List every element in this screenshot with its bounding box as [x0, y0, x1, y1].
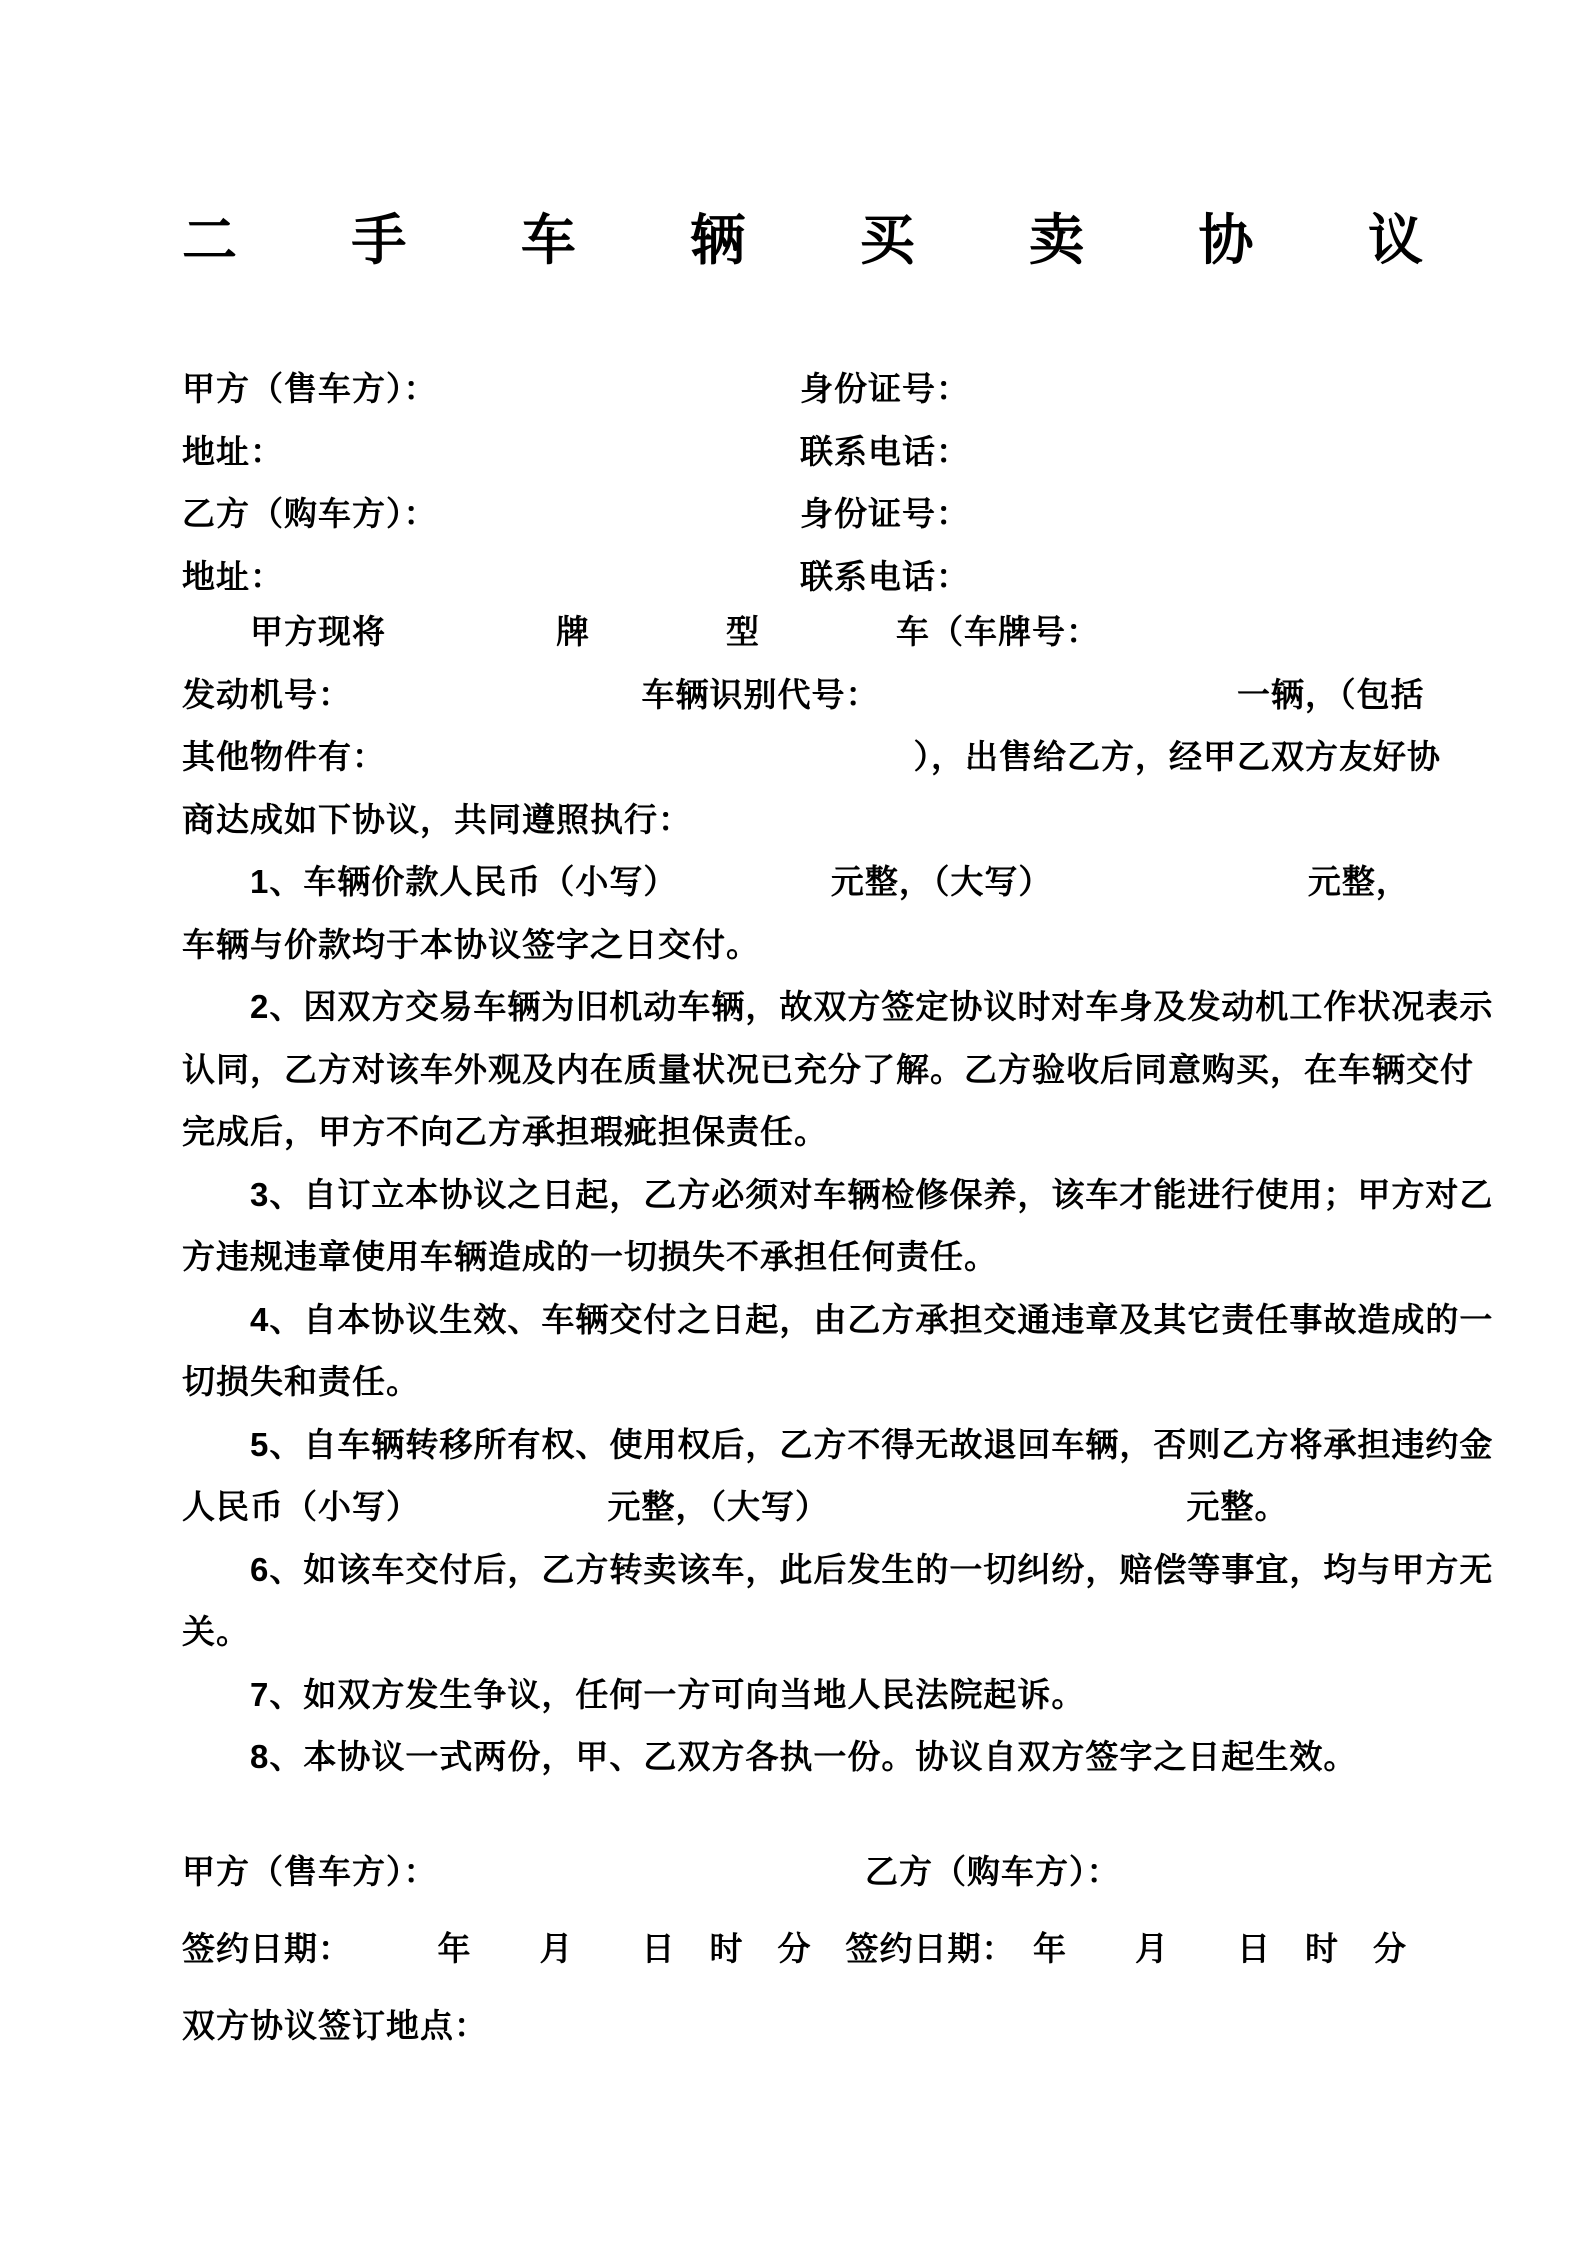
party-b-address-row: [182, 546, 1532, 609]
party-b-id-label: 身份证号：: [800, 495, 970, 532]
preamble-line: 发动机号： 车辆识别代号： 一辆，（包括: [182, 675, 1425, 713]
party-b-address-label: 地址：: [182, 557, 284, 595]
signature-date-row: 签约日期： 年 月 日 时 分 签约日期： 年 月 日 时 分: [182, 1930, 1407, 1967]
clauses-section: [182, 851, 1493, 1789]
clause-2-line: 完成后，甲方不向乙方承担瑕疵担保责任。: [182, 1113, 828, 1150]
clause-4-line: 切损失和责任。: [182, 1363, 420, 1400]
title-char: 议: [1367, 209, 1423, 271]
document-title: [182, 208, 1423, 272]
title-char: 二: [182, 209, 238, 271]
title-char: 协: [1198, 209, 1254, 271]
clause-2-line: 认同，乙方对该车外观及内在质量状况已充分了解。乙方验收后同意购买，在车辆交付: [182, 1050, 1474, 1088]
preamble-section: [182, 601, 1441, 851]
clause-7-line: 7、如双方发生争议，任何一方可向当地人民法院起诉。: [182, 1675, 1086, 1713]
signature-party-b-label: 乙方（购车方）：: [865, 1853, 1121, 1890]
party-a-phone-label: 联系电话：: [800, 432, 970, 470]
clause-5-line: 人民币（小写） 元整，（大写） 元整。: [182, 1488, 1289, 1525]
clause-1-line: 车辆与价款均于本协议签字之日交付。: [182, 925, 760, 963]
clause-2-line: 2、因双方交易车辆为旧机动车辆，故双方签定协议时对车身及发动机工作状况表示: [182, 988, 1494, 1025]
party-a-id-label: 身份证号：: [800, 370, 970, 407]
preamble-line: 其他物件有： ），出售给乙方，经甲乙双方友好协: [182, 738, 1441, 775]
party-b-label: 乙方（购车方）：: [182, 495, 438, 532]
clause-6-line: 关。: [182, 1613, 250, 1650]
clause-6-line: 6、如该车交付后，乙方转卖该车，此后发生的一切纠纷，赔偿等事宜，均与甲方无: [182, 1550, 1494, 1588]
party-a-label: 甲方（售车方）：: [182, 370, 438, 407]
preamble-line: 甲方现将 牌 型 车（车牌号：: [182, 613, 1100, 650]
title-char: 买: [859, 209, 915, 271]
party-b-row: [182, 483, 1532, 546]
signature-location-row: 双方协议签订地点：: [182, 2007, 488, 2044]
clause-8-line: 8、本协议一式两份，甲、乙双方各执一份。协议自双方签字之日起生效。: [182, 1738, 1358, 1775]
clause-4-line: 4、自本协议生效、车辆交付之日起，由乙方承担交通违章及其它责任事故造成的一: [182, 1300, 1494, 1338]
title-char: 卖: [1029, 209, 1085, 271]
party-b-phone-label: 联系电话：: [800, 557, 970, 595]
clause-3-line: 方违规违章使用车辆造成的一切损失不承担任何责任。: [182, 1238, 998, 1275]
title-char: 辆: [690, 209, 746, 271]
title-char: 车: [520, 209, 576, 271]
party-info-section: [182, 358, 1532, 608]
party-a-address-label: 地址：: [182, 432, 284, 470]
signature-section: [182, 1833, 1532, 2064]
signature-parties-row: [182, 1833, 1532, 1910]
title-char: 手: [351, 209, 407, 271]
preamble-line: 商达成如下协议，共同遵照执行：: [182, 800, 692, 838]
signature-party-a-label: 甲方（售车方）：: [182, 1853, 438, 1890]
clause-5-line: 5、自车辆转移所有权、使用权后，乙方不得无故退回车辆，否则乙方将承担违约金: [182, 1425, 1494, 1463]
clause-1-line: 1、车辆价款人民币（小写） 元整，（大写） 元整，: [182, 863, 1410, 900]
party-a-address-row: [182, 421, 1532, 484]
party-a-row: [182, 358, 1532, 421]
clause-3-line: 3、自订立本协议之日起，乙方必须对车辆检修保养，该车才能进行使用；甲方对乙: [182, 1175, 1494, 1213]
